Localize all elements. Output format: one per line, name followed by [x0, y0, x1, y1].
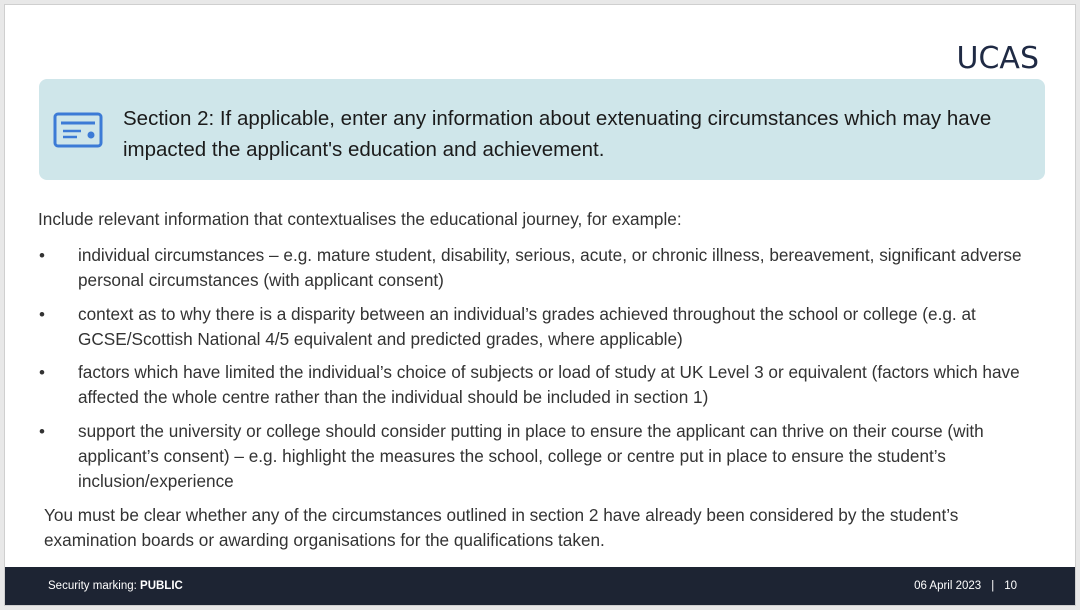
footer-separator: | — [991, 580, 995, 592]
bullet-icon: • — [39, 304, 45, 324]
list-item-text: individual circumstances – e.g. mature student, disability, serious, acute, or chronic illness, bereavement, significant adverse personal circumstances (with applicant consent) — [78, 245, 1022, 290]
list-item-text: support the university or college should consider putting in place to ensure the applicant can thrive on their course (with applicant’s consent) – e.g. highlight the measures the school, college or centre put in place to ensure the student’s inclusion/experience — [78, 420, 984, 491]
footer-bar — [5, 567, 1075, 605]
section-heading: Section 2: If applicable, enter any information about extenuating circumstances which may have impacted the applicant's education and achievement. — [123, 107, 992, 161]
list-item — [38, 419, 1046, 494]
list-item-text: factors which have limited the individual’s choice of subjects or load of study at UK Level 3 or equivalent (factors which have affected the whole centre rather than the individual should be included in section 1) — [78, 362, 1020, 407]
section-banner — [39, 79, 1045, 180]
list-item — [38, 360, 1046, 410]
list-item — [38, 243, 1046, 293]
bullet-icon: • — [39, 421, 45, 441]
bullet-icon: • — [39, 363, 45, 382]
slide — [4, 4, 1076, 606]
ucas-logo: UCAS — [956, 41, 1039, 76]
footer-meta — [914, 580, 1017, 592]
bullet-list — [38, 243, 1046, 502]
list-item — [38, 302, 1046, 352]
security-label: Security marking: — [48, 580, 141, 592]
security-value: PUBLIC — [140, 580, 183, 592]
intro-text: Include relevant information that contextualises the educational journey, for example: — [38, 209, 682, 229]
list-item-text: context as to why there is a disparity between an individual’s grades achieved throughout the school or college (e.g. at GCSE/Scottish National 4/5 equivalent and predicted grades, where applicable) — [78, 303, 976, 349]
footer-date: 06 April 2023 — [914, 580, 982, 592]
page-number: 10 — [1004, 580, 1017, 592]
closing-paragraph: You must be clear whether any of the circumstances outlined in section 2 have already been considered by the student’s examination boards or awarding organisations for the qualifications taken. — [44, 505, 959, 550]
id-card-icon — [53, 112, 103, 148]
security-marking — [48, 580, 183, 592]
bullet-icon: • — [39, 246, 45, 265]
